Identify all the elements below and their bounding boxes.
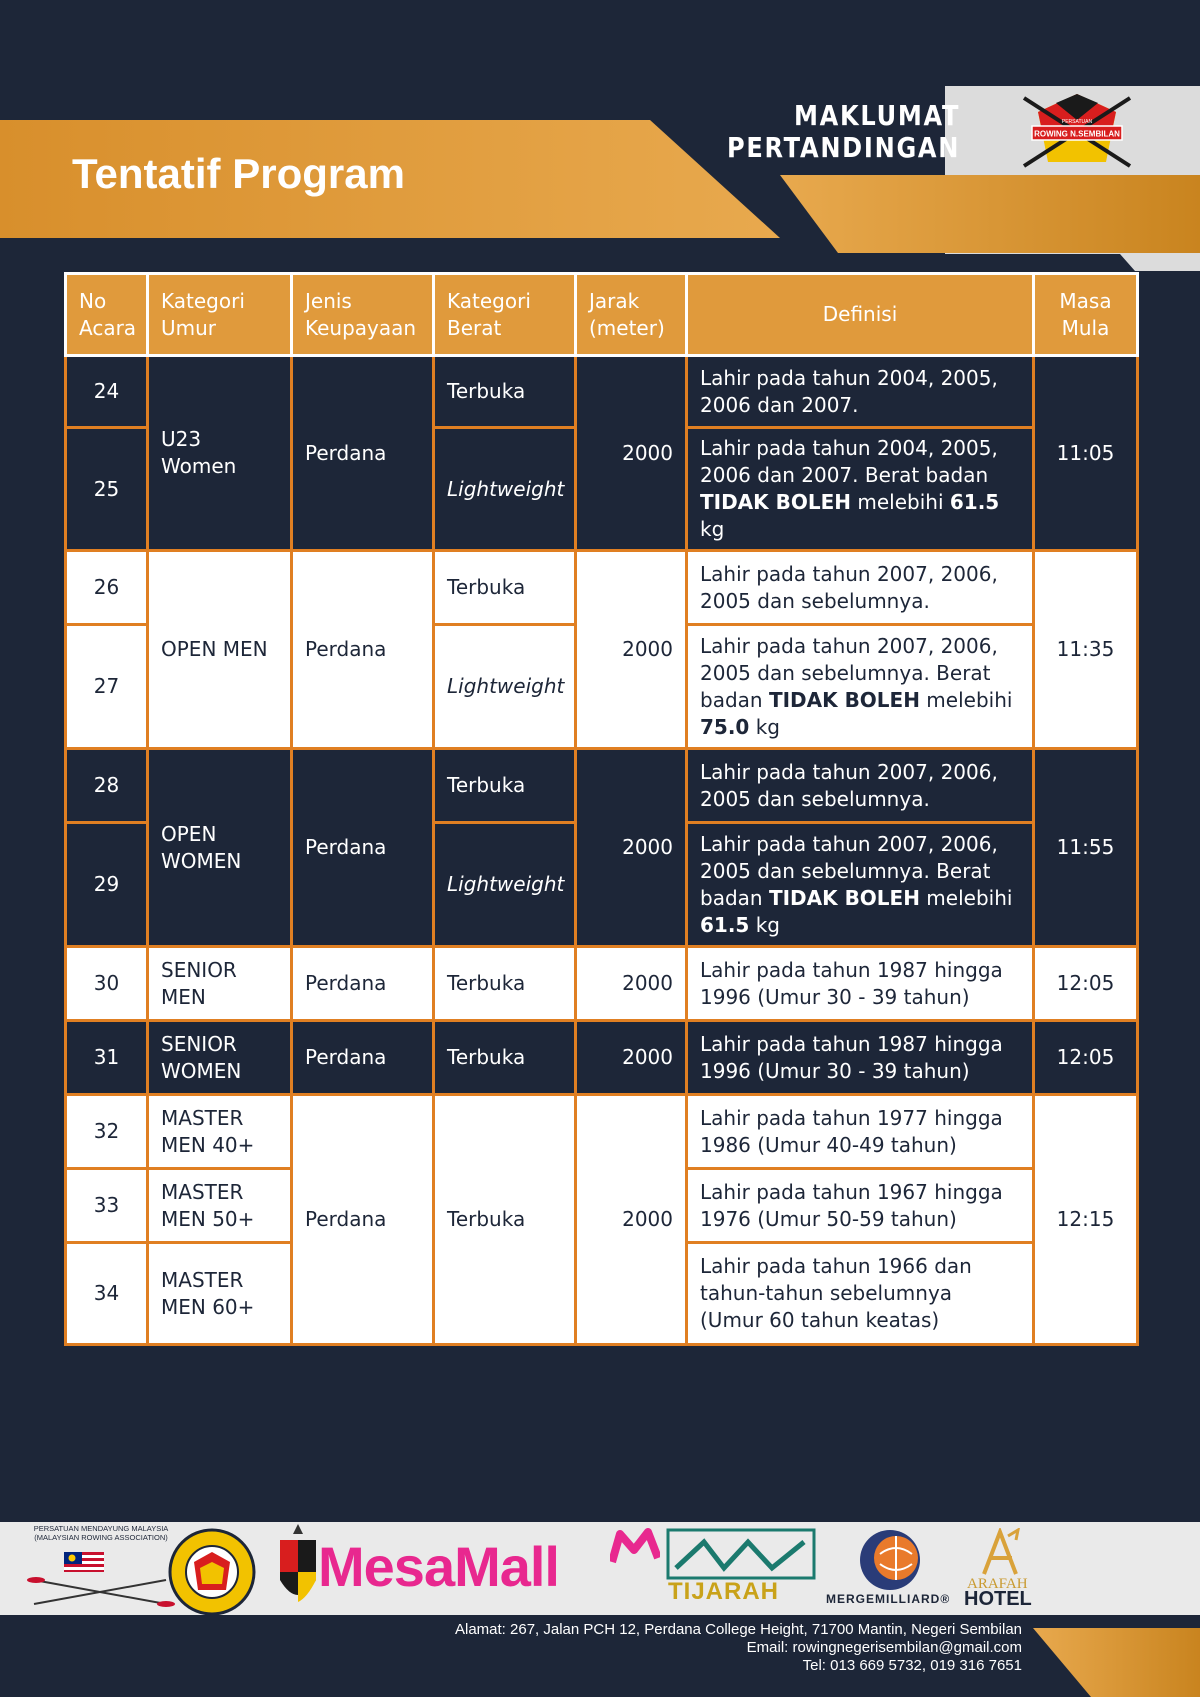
- definisi-text: melebihi: [851, 490, 950, 514]
- cell-masa-mula: 11:35: [1034, 551, 1138, 749]
- cell-kategori-berat: Lightweight: [434, 625, 576, 749]
- crest-yellow: [298, 1572, 316, 1602]
- pma-logo: [26, 1546, 176, 1610]
- definisi-text: Lahir pada tahun 1977 hingga 1986 (Umur 40-49 tahun): [700, 1105, 1003, 1157]
- cell-jarak: 2000: [576, 1021, 687, 1095]
- cell-definisi: [687, 749, 1034, 823]
- hotel-label: HOTEL: [964, 1588, 1032, 1610]
- contact-block: [455, 1621, 1022, 1675]
- col-header-keupayaan: Jenis Keupayaan: [292, 274, 434, 356]
- cell-jenis-keupayaan: Perdana: [292, 749, 434, 947]
- definisi-text: kg: [749, 714, 780, 739]
- crest-top: [293, 1524, 303, 1534]
- mesamall-mark-path: [612, 1532, 658, 1562]
- cell-jenis-keupayaan: Perdana: [292, 947, 434, 1021]
- definisi-emphasis: TIDAK BOLEH: [700, 490, 852, 514]
- cell-jenis-keupayaan: Perdana: [292, 1021, 434, 1095]
- cell-kategori-umur: OPEN MEN: [148, 551, 292, 749]
- definisi-text: melebihi: [919, 687, 1013, 712]
- cell-kategori-umur: U23 Women: [148, 356, 292, 551]
- cell-definisi: [687, 1095, 1034, 1169]
- col-header-masa: Masa Mula: [1034, 274, 1138, 356]
- cell-jenis-keupayaan: Perdana: [292, 356, 434, 551]
- definisi-text: Lahir pada tahun 1967 hingga 1976 (Umur 50-59 tahun): [700, 1179, 1003, 1231]
- cell-no: 31: [66, 1021, 148, 1095]
- table-row: [66, 749, 1138, 823]
- definisi-text: Lahir pada tahun 1987 hingga 1996 (Umur 30 - 39 tahun): [700, 1031, 1003, 1083]
- cell-definisi: [687, 1021, 1034, 1095]
- cell-masa-mula: 12:05: [1034, 1021, 1138, 1095]
- cell-jarak: 2000: [576, 749, 687, 947]
- col-header-no: No Acara: [66, 274, 148, 356]
- tijarah-label: TIJARAH: [668, 1578, 780, 1605]
- cell-kategori-umur: SENIOR MEN: [148, 947, 292, 1021]
- info-banner-stripe: [780, 175, 1200, 253]
- cell-jenis-keupayaan: Perdana: [292, 551, 434, 749]
- cell-jarak: 2000: [576, 551, 687, 749]
- mesamall-mark: [610, 1528, 660, 1564]
- cell-definisi: [687, 625, 1034, 749]
- club-logo: [1018, 92, 1136, 170]
- cell-definisi: [687, 1243, 1034, 1345]
- info-title-line2: PERTANDINGAN: [726, 131, 960, 164]
- definisi-emphasis: 61.5: [700, 912, 750, 937]
- tijarah-mark: [666, 1528, 816, 1580]
- footer-email: Email: rowingnegerisembilan@gmail.com: [746, 1639, 1022, 1656]
- cell-jarak: 2000: [576, 356, 687, 551]
- cell-kategori-umur: MASTER MEN 40+: [148, 1095, 292, 1169]
- cell-kategori-berat: Terbuka: [434, 1095, 576, 1345]
- flag-stripe-white: [64, 1567, 104, 1570]
- cell-no: 33: [66, 1169, 148, 1243]
- majlis-sukan-logo: [164, 1528, 260, 1616]
- definisi-emphasis: TIDAK BOLEH: [768, 885, 920, 910]
- cell-masa-mula: 11:05: [1034, 356, 1138, 551]
- info-title: [727, 100, 960, 164]
- flag-crescent: [69, 1555, 76, 1562]
- table-header-row: [66, 274, 1138, 356]
- cell-definisi: [687, 428, 1034, 551]
- cell-jarak: 2000: [576, 947, 687, 1021]
- arafah-mark: [978, 1528, 1024, 1578]
- table-row: [66, 947, 1138, 1021]
- cell-definisi: [687, 823, 1034, 947]
- footer-address: Alamat: 267, Jalan PCH 12, Perdana College Height, 71700 Mantin, Negeri Sembilan: [455, 1621, 1022, 1638]
- tijarah-wave: [676, 1542, 804, 1568]
- cell-definisi: [687, 551, 1034, 625]
- cell-no: 28: [66, 749, 148, 823]
- arafah-label: ARAFAH: [967, 1576, 1028, 1592]
- page-title: Tentatif Program: [72, 150, 405, 197]
- mergemilliard-logo: [850, 1524, 936, 1594]
- definisi-text: kg: [749, 912, 780, 937]
- cell-masa-mula: 12:15: [1034, 1095, 1138, 1345]
- cell-no: 34: [66, 1243, 148, 1345]
- arafah-a: [984, 1532, 1016, 1574]
- pma-caption: PERSATUAN MENDAYUNG MALAYSIA (MALAYSIAN ROWING ASSOCIATION): [33, 1524, 169, 1542]
- definisi-text: kg: [700, 517, 725, 541]
- arafah-flourish: [1008, 1530, 1018, 1540]
- logo-text-small: PERSATUAN: [1061, 119, 1093, 125]
- definisi-text: Lahir pada tahun 2007, 2006, 2005 dan sebelumnya.: [700, 561, 998, 613]
- definisi-text: Lahir pada tahun 1966 dan tahun-tahun sebelumnya (Umur 60 tahun keatas): [700, 1254, 972, 1332]
- cell-kategori-umur: MASTER MEN 50+: [148, 1169, 292, 1243]
- crest-red: [280, 1540, 298, 1572]
- logo-text: ROWING N.SEMBILAN: [1034, 129, 1120, 139]
- info-title-line1: MAKLUMAT: [793, 99, 960, 132]
- cell-kategori-berat: Terbuka: [434, 749, 576, 823]
- definisi-emphasis: TIDAK BOLEH: [768, 687, 920, 712]
- mergemilliard-label: MERGEMILLIARD®: [826, 1592, 951, 1606]
- cell-kategori-umur: SENIOR WOMEN: [148, 1021, 292, 1095]
- cell-kategori-berat: Lightweight: [434, 823, 576, 947]
- oar-blade: [27, 1577, 45, 1583]
- table-row: [66, 1095, 1138, 1169]
- cell-masa-mula: 11:55: [1034, 749, 1138, 947]
- cell-kategori-berat: Terbuka: [434, 551, 576, 625]
- cell-no: 24: [66, 356, 148, 428]
- cell-no: 30: [66, 947, 148, 1021]
- cell-definisi: [687, 1169, 1034, 1243]
- cell-jenis-keupayaan: Perdana: [292, 1095, 434, 1345]
- table-row: [66, 1021, 1138, 1095]
- cell-kategori-berat: Terbuka: [434, 1021, 576, 1095]
- definisi-text: Lahir pada tahun 2007, 2006, 2005 dan sebelumnya.: [700, 759, 998, 811]
- footer-corner-stripe: [1033, 1628, 1200, 1697]
- col-header-definisi: Definisi: [687, 274, 1034, 356]
- cell-kategori-berat: Terbuka: [434, 947, 576, 1021]
- definisi-emphasis: 75.0: [700, 714, 750, 739]
- cell-no: 27: [66, 625, 148, 749]
- definisi-text: melebihi: [919, 885, 1013, 910]
- col-header-berat: Kategori Berat: [434, 274, 576, 356]
- definisi-text: Lahir pada tahun 1987 hingga 1996 (Umur 30 - 39 tahun): [700, 957, 1003, 1009]
- cell-kategori-umur: MASTER MEN 60+: [148, 1243, 292, 1345]
- col-header-jarak: Jarak (meter): [576, 274, 687, 356]
- cell-masa-mula: 12:05: [1034, 947, 1138, 1021]
- cell-no: 32: [66, 1095, 148, 1169]
- table-row: [66, 551, 1138, 625]
- cell-no: 26: [66, 551, 148, 625]
- definisi-text: Lahir pada tahun 2007, 2006, 2005 dan sebelumnya. Berat badan: [700, 633, 998, 712]
- definisi-text: Lahir pada tahun 2007, 2006, 2005 dan sebelumnya. Berat badan: [700, 831, 998, 910]
- mesamall-logo: MesaMall: [318, 1535, 559, 1598]
- definisi-emphasis: 61.5: [949, 490, 1000, 514]
- cell-kategori-umur: OPEN WOMEN: [148, 749, 292, 947]
- cell-definisi: [687, 356, 1034, 428]
- cell-kategori-berat: Lightweight: [434, 428, 576, 551]
- cell-jarak: 2000: [576, 1095, 687, 1345]
- cell-kategori-berat: Terbuka: [434, 356, 576, 428]
- definisi-text: Lahir pada tahun 2004, 2005, 2006 dan 2007. Berat badan: [700, 436, 998, 487]
- col-header-umur: Kategori Umur: [148, 274, 292, 356]
- cell-definisi: [687, 947, 1034, 1021]
- table-body: [66, 356, 1138, 1345]
- table-row: [66, 356, 1138, 428]
- cell-no: 29: [66, 823, 148, 947]
- schedule-table: [64, 272, 1139, 1346]
- cell-no: 25: [66, 428, 148, 551]
- definisi-text: Lahir pada tahun 2004, 2005, 2006 dan 2007.: [700, 365, 998, 417]
- footer-tel: Tel: 013 669 5732, 019 316 7651: [802, 1657, 1022, 1674]
